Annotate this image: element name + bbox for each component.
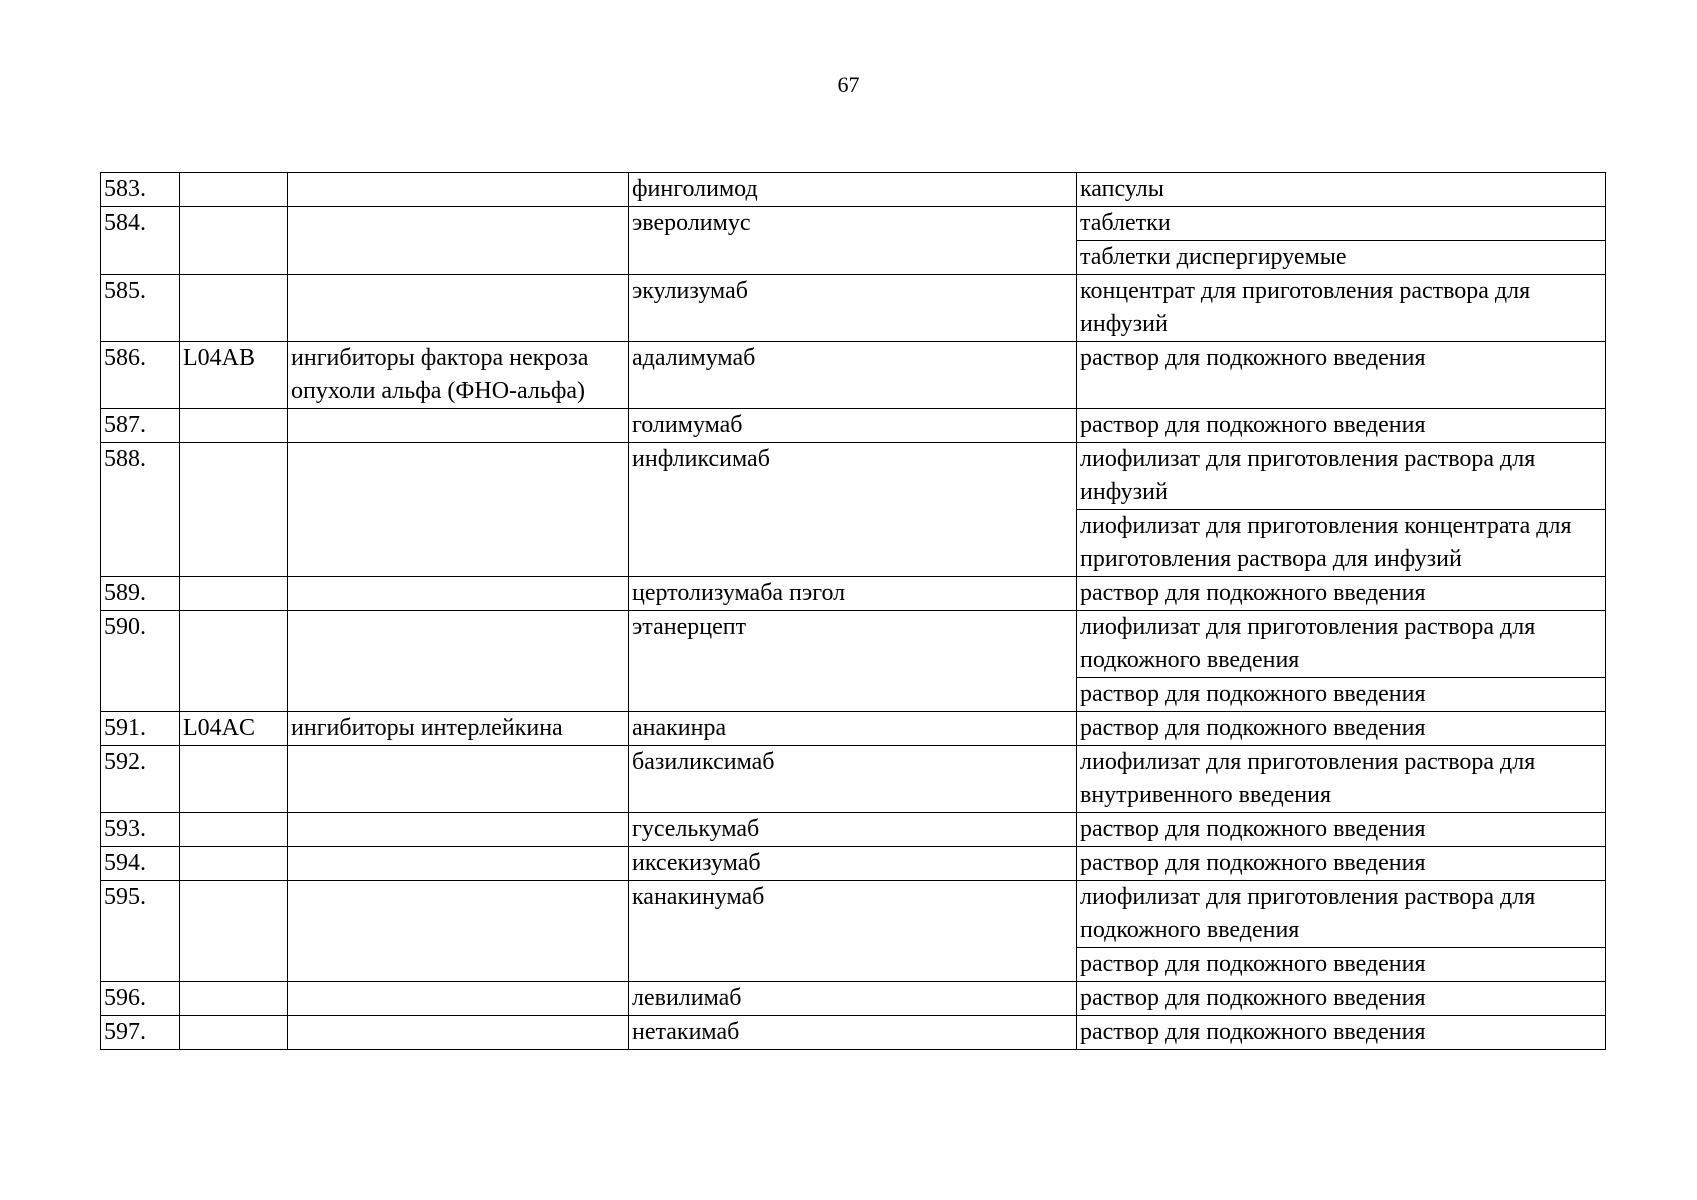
group-name-cell (288, 813, 629, 847)
drug-name-cell: инфликсимаб (629, 443, 1077, 577)
drug-name-cell: анакинра (629, 712, 1077, 746)
dosage-form-cell: раствор для подкожного введения (1077, 409, 1606, 443)
dosage-form-cell: лиофилизат для приготовления раствора для внутривенного введения (1077, 746, 1606, 813)
atc-code-cell: L04AB (180, 342, 288, 409)
group-name-cell (288, 275, 629, 342)
drug-name-cell: эверолимус (629, 207, 1077, 275)
drug-name-cell: базиликсимаб (629, 746, 1077, 813)
dosage-form-cell: лиофилизат для приготовления раствора для инфузий (1077, 443, 1606, 510)
atc-code-cell (180, 207, 288, 275)
table-row (101, 881, 1606, 948)
group-name-cell (288, 577, 629, 611)
table-row (101, 443, 1606, 510)
drug-name-cell: экулизумаб (629, 275, 1077, 342)
row-number-cell: 583. (101, 173, 180, 207)
table-row (101, 813, 1606, 847)
row-number-cell: 597. (101, 1016, 180, 1050)
group-name-cell (288, 982, 629, 1016)
dosage-form-cell: раствор для подкожного введения (1077, 948, 1606, 982)
table-row (101, 342, 1606, 409)
table-row (101, 1016, 1606, 1050)
atc-code-cell: L04AC (180, 712, 288, 746)
table-row (101, 847, 1606, 881)
table-row (101, 712, 1606, 746)
page-number: 67 (837, 72, 860, 97)
drug-name-cell: левилимаб (629, 982, 1077, 1016)
dosage-form-cell: лиофилизат для приготовления раствора для подкожного введения (1077, 881, 1606, 948)
dosage-form-cell: таблетки диспергируемые (1077, 241, 1606, 275)
table-row (101, 982, 1606, 1016)
atc-code-cell (180, 813, 288, 847)
row-number-cell: 592. (101, 746, 180, 813)
table-row (101, 611, 1606, 678)
drug-name-cell: цертолизумаба пэгол (629, 577, 1077, 611)
drug-name-cell: голимумаб (629, 409, 1077, 443)
atc-code-cell (180, 611, 288, 712)
drug-name-cell: гуселькумаб (629, 813, 1077, 847)
drug-name-cell: этанерцепт (629, 611, 1077, 712)
dosage-form-cell: лиофилизат для приготовления концентрата для приготовления раствора для инфузий (1077, 510, 1606, 577)
group-name-cell (288, 746, 629, 813)
dosage-form-cell: раствор для подкожного введения (1077, 577, 1606, 611)
atc-code-cell (180, 275, 288, 342)
row-number-cell: 590. (101, 611, 180, 712)
group-name-cell: ингибиторы интерлейкина (288, 712, 629, 746)
group-name-cell (288, 207, 629, 275)
table-row (101, 275, 1606, 342)
row-number-cell: 589. (101, 577, 180, 611)
group-name-cell (288, 611, 629, 712)
dosage-form-cell: раствор для подкожного введения (1077, 982, 1606, 1016)
group-name-cell (288, 443, 629, 577)
atc-code-cell (180, 443, 288, 577)
group-name-cell (288, 881, 629, 982)
drug-name-cell: иксекизумаб (629, 847, 1077, 881)
atc-code-cell (180, 982, 288, 1016)
drug-table (100, 172, 1606, 1050)
row-number-cell: 585. (101, 275, 180, 342)
group-name-cell (288, 173, 629, 207)
table-row (101, 173, 1606, 207)
row-number-cell: 586. (101, 342, 180, 409)
atc-code-cell (180, 746, 288, 813)
dosage-form-cell: раствор для подкожного введения (1077, 1016, 1606, 1050)
dosage-form-cell: концентрат для приготовления раствора для инфузий (1077, 275, 1606, 342)
row-number-cell: 596. (101, 982, 180, 1016)
dosage-form-cell: раствор для подкожного введения (1077, 847, 1606, 881)
row-number-cell: 595. (101, 881, 180, 982)
row-number-cell: 591. (101, 712, 180, 746)
dosage-form-cell: раствор для подкожного введения (1077, 342, 1606, 409)
atc-code-cell (180, 847, 288, 881)
table-row (101, 577, 1606, 611)
atc-code-cell (180, 577, 288, 611)
group-name-cell (288, 409, 629, 443)
row-number-cell: 587. (101, 409, 180, 443)
row-number-cell: 588. (101, 443, 180, 577)
group-name-cell (288, 1016, 629, 1050)
dosage-form-cell: раствор для подкожного введения (1077, 678, 1606, 712)
table-row (101, 746, 1606, 813)
group-name-cell: ингибиторы фактора некроза опухоли альфа (ФНО-альфа) (288, 342, 629, 409)
row-number-cell: 593. (101, 813, 180, 847)
atc-code-cell (180, 1016, 288, 1050)
drug-name-cell: финголимод (629, 173, 1077, 207)
dosage-form-cell: раствор для подкожного введения (1077, 712, 1606, 746)
atc-code-cell (180, 409, 288, 443)
row-number-cell: 584. (101, 207, 180, 275)
group-name-cell (288, 847, 629, 881)
table-row (101, 207, 1606, 241)
table-row (101, 409, 1606, 443)
atc-code-cell (180, 173, 288, 207)
dosage-form-cell: раствор для подкожного введения (1077, 813, 1606, 847)
dosage-form-cell: лиофилизат для приготовления раствора для подкожного введения (1077, 611, 1606, 678)
drug-name-cell: адалимумаб (629, 342, 1077, 409)
drug-name-cell: канакинумаб (629, 881, 1077, 982)
row-number-cell: 594. (101, 847, 180, 881)
dosage-form-cell: таблетки (1077, 207, 1606, 241)
table-body (101, 173, 1606, 1050)
drug-name-cell: нетакимаб (629, 1016, 1077, 1050)
dosage-form-cell: капсулы (1077, 173, 1606, 207)
atc-code-cell (180, 881, 288, 982)
